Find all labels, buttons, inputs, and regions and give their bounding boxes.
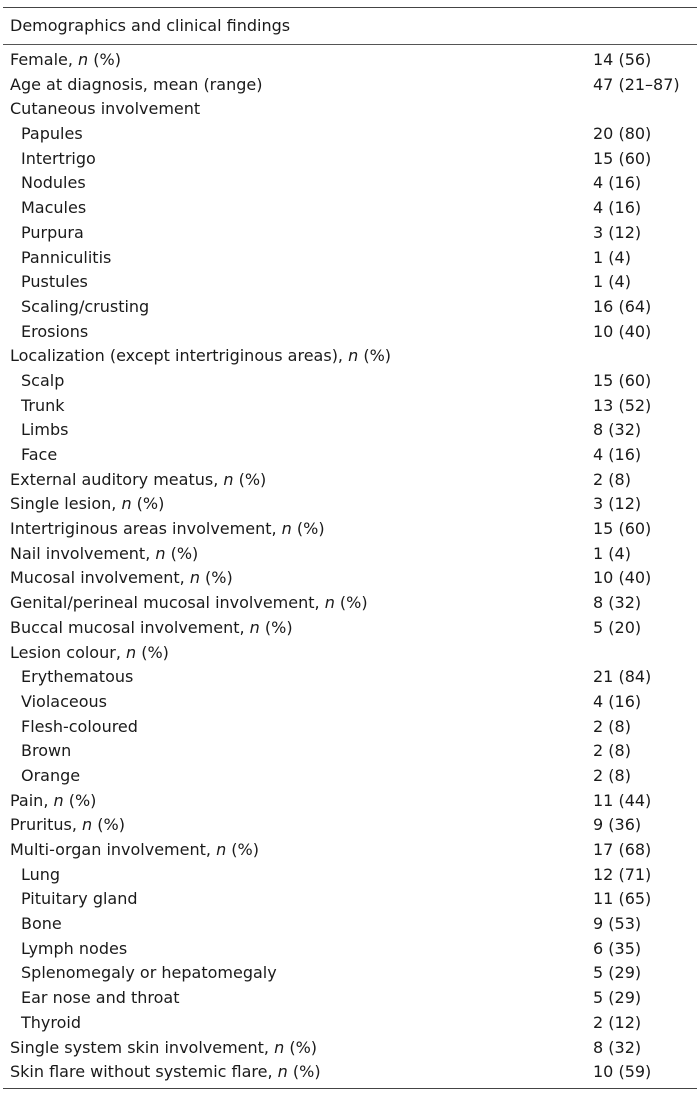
row-label-text: External auditory meatus, xyxy=(10,469,224,489)
row-label-suffix: (%) xyxy=(63,790,97,810)
row-value: 11 (44) xyxy=(593,790,652,810)
row-label-text: Violaceous xyxy=(21,691,107,711)
row-label xyxy=(3,270,593,295)
row-label-italic: n xyxy=(189,568,200,588)
row-label-text: Lesion colour, xyxy=(10,642,126,662)
row-label xyxy=(3,295,593,320)
table-row xyxy=(3,418,697,443)
table-row xyxy=(3,97,697,122)
table-row xyxy=(3,665,697,690)
row-value: 17 (68) xyxy=(593,840,652,859)
table-row xyxy=(3,468,697,493)
row-value: 20 (80) xyxy=(593,124,652,144)
table-row xyxy=(3,566,697,591)
table-row xyxy=(3,789,697,814)
row-label xyxy=(3,1011,593,1036)
row-label xyxy=(3,97,593,122)
row-label-text: Lung xyxy=(21,864,61,884)
row-label xyxy=(3,961,593,986)
row-value: 5 (20) xyxy=(593,617,642,637)
row-label-italic: n xyxy=(155,543,166,563)
table-row xyxy=(3,616,697,641)
row-label-suffix: (%) xyxy=(284,1037,318,1057)
row-value: 21 (84) xyxy=(593,667,652,687)
table-row xyxy=(3,147,697,172)
row-value: 2 (8) xyxy=(593,469,631,489)
table-row xyxy=(3,320,697,345)
row-label-text: Genital/perineal mucosal involvement, xyxy=(10,593,325,613)
row-value: 10 (40) xyxy=(593,321,652,341)
row-value: 15 (60) xyxy=(593,148,652,168)
row-label-text: Purpura xyxy=(21,222,84,242)
row-label xyxy=(3,715,593,740)
row-label-text: Mucosal involvement, xyxy=(10,568,190,588)
row-label-text: Flesh-coloured xyxy=(21,716,138,736)
table-row xyxy=(3,171,697,196)
table-row xyxy=(3,937,697,962)
row-label xyxy=(3,73,593,98)
row-value: 8 (32) xyxy=(593,1037,642,1057)
table-header: Demographics and clinical findings xyxy=(10,16,291,35)
row-label-text: Pruritus, xyxy=(10,815,83,835)
row-label-text: Ear nose and throat xyxy=(21,988,180,1008)
table-row xyxy=(3,295,697,320)
table-row xyxy=(3,813,697,838)
row-label xyxy=(3,986,593,1011)
row-label-italic: n xyxy=(223,469,234,489)
row-value: 5 (29) xyxy=(593,988,642,1008)
row-label xyxy=(3,394,593,419)
table-row xyxy=(3,887,697,912)
row-label xyxy=(3,48,593,73)
row-value: 16 (64) xyxy=(593,296,652,316)
row-label-text: Trunk xyxy=(21,395,65,415)
row-label xyxy=(3,813,593,838)
row-value: 15 (60) xyxy=(593,370,652,390)
row-label-suffix: (%) xyxy=(287,1062,321,1082)
row-label-suffix: (%) xyxy=(136,642,169,662)
table-row xyxy=(3,270,697,295)
table-row xyxy=(3,863,697,888)
row-label xyxy=(3,641,593,666)
row-value: 5 (29) xyxy=(593,963,642,983)
row-label-suffix: (%) xyxy=(358,346,392,366)
bottom-rule xyxy=(3,1088,697,1089)
row-label-italic: n xyxy=(249,617,260,637)
row-label xyxy=(3,147,593,172)
row-label-text: Skin flare without systemic flare, xyxy=(10,1062,278,1082)
row-value: 4 (16) xyxy=(593,691,642,711)
row-label-text: Limbs xyxy=(21,420,69,440)
table-row xyxy=(3,492,697,517)
row-label-suffix: (%) xyxy=(291,519,325,539)
row-value xyxy=(593,97,697,122)
table-row xyxy=(3,221,697,246)
row-label-text: Pituitary gland xyxy=(21,889,138,909)
row-label-text: Brown xyxy=(21,741,72,761)
table-row xyxy=(3,369,697,394)
row-label xyxy=(3,517,593,542)
row-label-italic: n xyxy=(82,815,93,835)
row-label-text: Intertrigo xyxy=(21,148,96,168)
table-row xyxy=(3,542,697,567)
row-value: 9 (36) xyxy=(593,815,642,835)
row-label xyxy=(3,789,593,814)
row-value: 6 (35) xyxy=(593,938,642,958)
row-label-text: Panniculitis xyxy=(21,247,112,267)
row-label-text: Pain, xyxy=(10,790,54,810)
table-row xyxy=(3,912,697,937)
table-row xyxy=(3,73,697,98)
row-label-text: Thyroid xyxy=(21,1012,81,1032)
row-label-text: Nail involvement, xyxy=(10,543,156,563)
row-label-suffix: (%) xyxy=(199,568,233,588)
row-value: 1 (4) xyxy=(593,247,631,267)
table-body xyxy=(3,45,697,1088)
row-value: 4 (16) xyxy=(593,173,642,193)
table-row xyxy=(3,122,697,147)
table-row xyxy=(3,641,697,666)
row-label-text: Localization (except intertriginous areas), xyxy=(10,346,349,366)
row-label-italic: n xyxy=(121,494,132,514)
row-label xyxy=(3,838,593,863)
row-label-text: Buccal mucosal involvement, xyxy=(10,617,250,637)
row-label-text: Erythematous xyxy=(21,667,134,687)
row-label-text: Bone xyxy=(21,914,62,934)
row-label-italic: n xyxy=(274,1037,285,1057)
row-value xyxy=(593,641,697,666)
row-label-text: Multi-organ involvement, xyxy=(10,840,217,859)
table-row xyxy=(3,1036,697,1061)
row-label xyxy=(3,937,593,962)
table-row xyxy=(3,394,697,419)
row-label xyxy=(3,566,593,591)
table-row xyxy=(3,443,697,468)
row-label xyxy=(3,1060,593,1085)
row-value: 13 (52) xyxy=(593,395,652,415)
row-label-italic: n xyxy=(281,519,292,539)
row-value: 12 (71) xyxy=(593,864,652,884)
row-label-text: Scaling/crusting xyxy=(21,296,150,316)
row-label xyxy=(3,468,593,493)
row-label-suffix: (%) xyxy=(259,617,293,637)
row-label-suffix: (%) xyxy=(92,815,125,835)
row-label-text: Age at diagnosis, mean (range) xyxy=(10,74,263,94)
row-label-text: Nodules xyxy=(21,173,86,193)
row-value: 15 (60) xyxy=(593,519,652,539)
row-value: 2 (12) xyxy=(593,1012,642,1032)
row-label-suffix: (%) xyxy=(165,543,199,563)
row-value: 2 (8) xyxy=(593,741,631,761)
row-label-italic: n xyxy=(348,346,359,366)
row-value: 4 (16) xyxy=(593,445,642,464)
row-label xyxy=(3,912,593,937)
row-value: 4 (16) xyxy=(593,198,642,218)
row-label-text: Female, xyxy=(10,50,79,69)
row-label-italic: n xyxy=(78,50,89,69)
row-label xyxy=(3,591,593,616)
row-value: 3 (12) xyxy=(593,494,642,514)
row-label-suffix: (%) xyxy=(226,840,259,859)
row-label-italic: n xyxy=(324,593,335,613)
row-value: 14 (56) xyxy=(593,50,652,69)
row-label xyxy=(3,122,593,147)
table-row xyxy=(3,961,697,986)
row-label xyxy=(3,542,593,567)
table-row xyxy=(3,986,697,1011)
row-label xyxy=(3,320,593,345)
row-label-text: Intertriginous areas involvement, xyxy=(10,519,282,539)
row-value: 8 (32) xyxy=(593,593,642,613)
row-label xyxy=(3,739,593,764)
row-value: 11 (65) xyxy=(593,889,652,909)
table-row xyxy=(3,739,697,764)
table-row xyxy=(3,344,697,369)
row-label xyxy=(3,344,593,369)
row-label xyxy=(3,221,593,246)
row-label xyxy=(3,887,593,912)
row-label xyxy=(3,616,593,641)
table-row xyxy=(3,764,697,789)
row-label xyxy=(3,690,593,715)
row-label-text: Pustules xyxy=(21,272,88,292)
row-label-italic: n xyxy=(216,840,227,859)
row-label-italic: n xyxy=(277,1062,288,1082)
row-label xyxy=(3,196,593,221)
row-label-suffix: (%) xyxy=(88,50,121,69)
row-value: 2 (8) xyxy=(593,765,631,785)
row-label xyxy=(3,369,593,394)
table-row xyxy=(3,196,697,221)
row-value: 8 (32) xyxy=(593,420,642,440)
row-label-suffix: (%) xyxy=(131,494,165,514)
row-value: 2 (8) xyxy=(593,716,631,736)
row-value: 1 (4) xyxy=(593,543,631,563)
row-label-text: Splenomegaly or hepatomegaly xyxy=(21,963,277,983)
row-value: 3 (12) xyxy=(593,222,642,242)
row-label xyxy=(3,665,593,690)
row-value: 1 (4) xyxy=(593,272,631,292)
row-value: 9 (53) xyxy=(593,914,642,934)
row-label-text: Macules xyxy=(21,198,87,218)
row-label-suffix: (%) xyxy=(334,593,368,613)
row-label-text: Lymph nodes xyxy=(21,938,128,958)
table-row xyxy=(3,591,697,616)
row-label-text: Erosions xyxy=(21,321,89,341)
table-row xyxy=(3,48,697,73)
row-label-italic: n xyxy=(53,790,64,810)
row-label-text: Scalp xyxy=(21,370,65,390)
row-label-italic: n xyxy=(125,642,137,662)
table-row xyxy=(3,1011,697,1036)
row-label-text: Papules xyxy=(21,124,83,144)
findings-table xyxy=(3,7,697,1089)
row-label xyxy=(3,443,593,468)
row-label xyxy=(3,246,593,271)
row-label xyxy=(3,863,593,888)
row-label xyxy=(3,764,593,789)
row-label xyxy=(3,1036,593,1061)
row-label-text: Cutaneous involvement xyxy=(10,99,201,119)
table-row xyxy=(3,838,697,863)
row-value: 10 (40) xyxy=(593,568,652,588)
table-row xyxy=(3,1060,697,1085)
row-label xyxy=(3,171,593,196)
row-value: 47 (21–87) xyxy=(593,74,680,94)
row-label xyxy=(3,492,593,517)
row-label-text: Single lesion, xyxy=(10,494,122,514)
row-label xyxy=(3,418,593,443)
row-label-text: Face xyxy=(21,445,58,464)
table-row xyxy=(3,715,697,740)
table-row xyxy=(3,690,697,715)
row-value xyxy=(593,344,697,369)
row-value: 10 (59) xyxy=(593,1062,652,1082)
row-label-text: Single system skin involvement, xyxy=(10,1037,275,1057)
table-row xyxy=(3,517,697,542)
table-row xyxy=(3,246,697,271)
row-label-text: Orange xyxy=(21,765,81,785)
row-label-suffix: (%) xyxy=(233,469,267,489)
